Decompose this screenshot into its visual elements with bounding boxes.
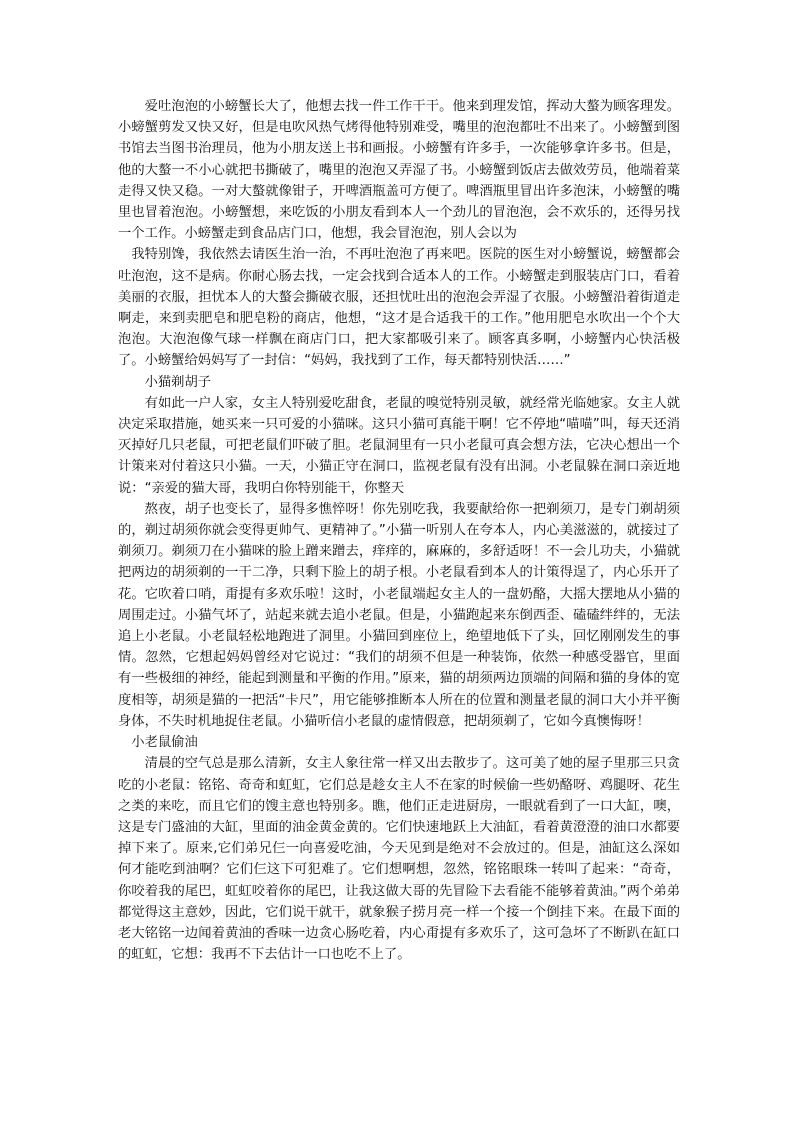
story-paragraph: 有如此一户人家，女主人特别爱吃甜食，老鼠的嗅觉特别灵敏，就经常光临她家。女主人就决定采取措施，她买来一只可爱的小猫咪。这只小猫可真能干啊！它不停地“喵喵”叫，每天还消灭掉好几只老鼠，可把老鼠们吓破了胆。老鼠洞里有一只小老鼠可真会想方法，它决心想出一个计策来对付着这只小猫。一天，小猫正守在洞口，监视老鼠有没有出洞。小老鼠躲在洞口亲近地说：“亲爱的猫大哥，我明白你特别能干，你整天 <box>118 395 680 496</box>
section-title: 小猫剃胡子 <box>144 374 212 390</box>
story-paragraph: 熬夜，胡子也变长了，显得多憔悴呀！你先别吃我，我要献给你一把剃须刀，是专门剃胡须的，剃过胡须你就会变得更帅气、更精神了。”小猫一听别人在夸本人，内心美滋滋的，就接过了剃须刀。剃须刀在小猫咪的脸上蹭来蹭去，痒痒的，麻麻的，多舒适呀！不一会儿功夫，小猫就把两边的胡须剃的一干二净，只剩下脸上的胡子根。小老鼠看到本人的计策得逞了，内心乐开了花。它吹着口哨，甭提有多欢乐啦！这时，小老鼠端起女主人的一盘奶酪，大摇大摆地从小猫的周围走过。小猫气坏了，站起来就去追小老鼠。但是，小猫跑起来东倒西歪、磕磕绊绊的，无法追上小老鼠。小老鼠轻松地跑进了洞里。小猫回到座位上，绝望地低下了头，回忆刚刚发生的事情。忽然，它想起妈妈曾经对它说过：“我们的胡须不但是一种装饰，依然一种感受器官，里面有一些极细的神经，能起到测量和平衡的作用。”原来，猫的胡须两边顶端的间隔和猫的身体的宽度相等，胡须是猫的一把活“卡尺”，用它能够推断本人所在的位置和测量老鼠的洞口大小并平衡身体，不失时机地捉住老鼠。小猫听信小老鼠的虚情假意，把胡须剃了，它如今真懊悔呀！ <box>118 501 680 729</box>
story-paragraph: 我特别馋，我依然去请医生治一治，不再吐泡泡了再来吧。医院的医生对小螃蟹说，螃蟹都会吐泡泡，这不是病。你耐心肠去找，一定会找到合适本人的工作。小螃蟹走到服装店门口，看着美丽的衣服，担忧本人的大螯会撕破衣服，还担忧吐出的泡泡会弄湿了衣服。小螃蟹沿着街道走啊走，来到卖肥皂和肥皂粉的商店，他想，“这才是合适我干的工作。”他用肥皂水吹出一个个大泡泡。大泡泡像气球一样飘在商店门口，把大家都吸引来了。顾客真多啊，小螃蟹内心快活极了。小螃蟹给妈妈写了一封信：“妈妈，我找到了工作，每天都特别快活……” <box>118 247 680 369</box>
story-paragraph: 爱吐泡泡的小螃蟹长大了，他想去找一件工作干干。他来到理发馆，挥动大螯为顾客理发。小螃蟹剪发又快又好，但是电吹风热气烤得他特别难受，嘴里的泡泡都吐不出来了。小螃蟹到图书馆去当图书治理员，他为小朋友送上书和画报。小螃蟹有许多手，一次能够拿许多书。但是，他的大螯一不小心就把书撕破了，嘴里的泡泡又弄湿了书。小螃蟹到饭店去做效劳员，他端着菜走得又快又稳。一对大螯就像钳子，开啤酒瓶盖可方便了。啤酒瓶里冒出许多泡沫，小螃蟹的嘴里也冒着泡泡。小螃蟹想，来吃饭的小朋友看到本人一个劲儿的冒泡泡，会不欢乐的，还得另找一个工作。小螃蟹走到食品店门口，他想，我会冒泡泡，别人会以为 <box>118 99 680 242</box>
document-page <box>118 96 680 965</box>
section-title: 小老鼠偷油 <box>131 735 198 751</box>
story-paragraph: 清晨的空气总是那么清新，女主人象往常一样又出去散步了。这可美了她的屋子里那三只贪吃的小老鼠：铭铭、奇奇和虹虹，它们总是趁女主人不在家的时候偷一些奶酪呀、鸡腿呀、花生之类的来吃，而且它们的馊主意也特别多。瞧，他们正走进厨房，一眼就看到了一口大缸，噢，这是专门盛油的大缸，里面的油金黄金黄的。它们快速地跃上大油缸，看着黄澄澄的油口水都要掉下来了。原来,它们弟兄仨一向喜爱吃油，今天见到是绝对不会放过的。但是，油缸这么深如何才能吃到油啊？它们仨这下可犯难了。它们想啊想，忽然，铭铭眼珠一转叫了起来：“奇奇，你咬着我的尾巴，虹虹咬着你的尾巴，让我这做大哥的先冒险下去看能不能够着黄油。”两个弟弟都觉得这主意妙，因此，它们说干就干，就象猴子捞月亮一样一个接一个倒挂下来。在最下面的老大铭铭一边闻着黄油的香味一边贪心肠吃着，内心甭提有多欢乐了，这可急坏了不断趴在缸口的虹虹，它想：我再不下去估计一口也吃不上了。 <box>118 756 680 963</box>
